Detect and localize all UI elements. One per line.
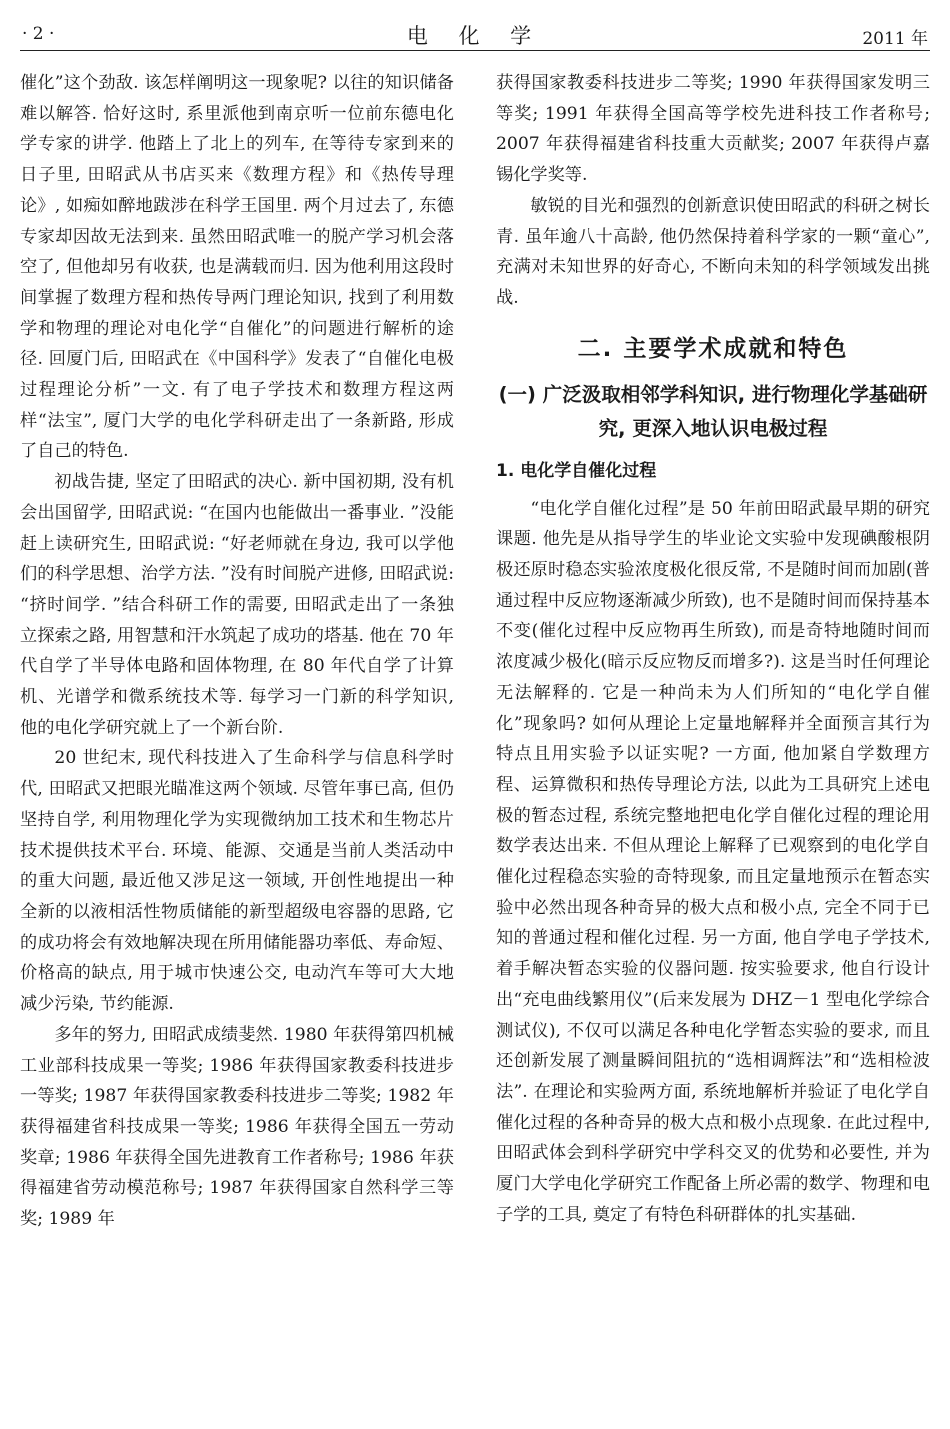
issue-year: 2011 年: [862, 29, 928, 49]
body-paragraph: 获得国家教委科技进步二等奖; 1990 年获得国家发明三等奖; 1991 年获得全国高等学校先进科技工作者称号; 2007 年获得福建省科技重大贡献奖; 2007 年获得卢嘉锡化学奖等.: [496, 73, 930, 186]
subsection-heading: (一) 广泛汲取相邻学科知识, 进行物理化学基础研究, 更深入地认识电极过程: [498, 382, 928, 440]
body-paragraph: 多年的努力, 田昭武成绩斐然. 1980 年获得第四机械工业部科技成果一等奖; 1986 年获得国家教委科技进步一等奖; 1987 年获得国家教委科技进步二等奖; 1982 年获得福建省科技成果一等奖; 1986 年获得全国五一劳动奖章; 1986 年获得全国先进教育工作者称号; 1986 年获得福建省劳动模范称号; 1987 年获得国家自然科学三等奖; 1989 年: [20, 1024, 454, 1230]
header-rule: [20, 50, 930, 51]
body-paragraph: “电化学自催化过程”是 50 年前田昭武最早期的研究课题. 他先是从指导学生的毕业论文实验中发现碘酸根阴极还原时稳态实验浓度极化很反常, 不是随时间而加剧(普通过程中反应物逐渐减少所致), 也不是随时间而保持基本不变(催化过程中反应物再生所致), 而是奇特地随时间而浓度减少极化(暗示反应物反而增多?). 这是当时任何理论无法解释的. 它是一种尚未为人们所知的“电化学自催化”现象吗? 如何从理论上定量地解释并全面预言其行为特点且用实验予以证实呢? 一方面, 他加紧自学数理方程、运算微积和热传导理论方法, 以此为工具研究上述电极的暂态过程, 系统完整地把电化学自催化过程的理论用数学表达出来. 不但从理论上解释了已观察到的电化学自催化过程稳态实验的奇特现象, 而且定量地预示在暂态实验中必然出现各种奇异的极大点和极小点, 完全不同于已知的普通过程和催化过程. 另一方面, 他自学电子学技术, 着手解决暂态实验的仪器问题. 按实验要求, 他自行设计出“充电曲线繁用仪”(后来发展为 DHZ－1 型电化学综合测试仪), 不仅可以满足各种电化学暂态实验的要求, 而且还创新发展了测量瞬间阻抗的“选相调辉法”和“选相检波法”. 在理论和实验两方面, 系统地解析并验证了电化学自催化过程的各种奇异的极大点和极小点现象. 在此过程中, 田昭武体会到科学研究中学科交叉的优势和必要性, 并为厦门大学电化学研究工作配备上所必需的数学、物理和电子学的工具, 奠定了有特色科研群体的扎实基础.: [496, 498, 930, 1225]
section-heading: 二. 主要学术成就和特色: [577, 335, 849, 362]
body-paragraph: 20 世纪末, 现代科技进入了生命科学与信息科学时代, 田昭武又把眼光瞄准这两个领域. 尽管年事已高, 但仍坚持自学, 利用物理化学为实现微纳加工技术和生物芯片技术提供技术平台. 环境、能源、交通是当前人类活动中的重大问题, 最近他又涉足这一领域, 开创性地提出一种全新的以液相活性物质储能的新型超级电容器的思路, 它的成功将会有效地解决现在所用储能器功率低、寿命短、价格高的缺点, 用于城市快速公交, 电动汽车等可大大地减少污染, 节约能源.: [20, 748, 454, 1015]
left-column: [20, 68, 454, 1235]
page-number: · 2 ·: [22, 24, 55, 44]
body-paragraph: 催化”这个劲敌. 该怎样阐明这一现象呢? 以往的知识储备难以解答. 恰好这时, 系里派他到南京听一位前东德电化学专家的讲学. 他踏上了北上的列车, 在等待专家到来的日子里, 田昭武从书店买来《数理方程》和《热传导理论》, 如痴如醉地跋涉在科学王国里. 两个月过去了, 东德专家却因故无法到来. 虽然田昭武唯一的脱产学习机会落空了, 但他却另有收获, 也是满载而归. 因为他利用这段时间掌握了数理方程和热传导两门理论知识, 找到了利用数学和物理的理论对电化学“自催化”的问题进行解析的途径. 回厦门后, 田昭武在《中国科学》发表了“自催化电极过程理论分析”一文. 有了电子学技术和数理方程这两样“法宝”, 厦门大学的电化学科研走出了一条新路, 形成了自己的特色.: [20, 73, 454, 462]
body-paragraph: 敏锐的目光和强烈的创新意识使田昭武的科研之树长青. 虽年逾八十高龄, 他仍然保持着科学家的一颗“童心”, 充满对未知世界的好奇心, 不断向未知的科学领域发出挑战.: [496, 195, 930, 308]
right-column: [496, 68, 930, 1231]
body-paragraph: 初战告捷, 坚定了田昭武的决心. 新中国初期, 没有机会出国留学, 田昭武说: “在国内也能做出一番事业. ”没能赶上读研究生, 田昭武说: “好老师就在身边, 我可以学他们的科学思想、治学方法. ”没有时间脱产进修, 田昭武说: “挤时间学. ”结合科研工作的需要, 田昭武走出了一条独立探索之路, 用智慧和汗水筑起了成功的塔基. 他在 70 年代自学了半导体电路和固体物理, 在 80 年代自学了计算机、光谱学和微系统技术等. 每学习一门新的科学知识, 他的电化学研究就上了一个新台阶.: [20, 472, 454, 738]
sub-subsection-heading: 1. 电化学自催化过程: [496, 460, 657, 481]
running-head: [22, 18, 928, 48]
journal-title: 电 化 学: [406, 24, 544, 48]
